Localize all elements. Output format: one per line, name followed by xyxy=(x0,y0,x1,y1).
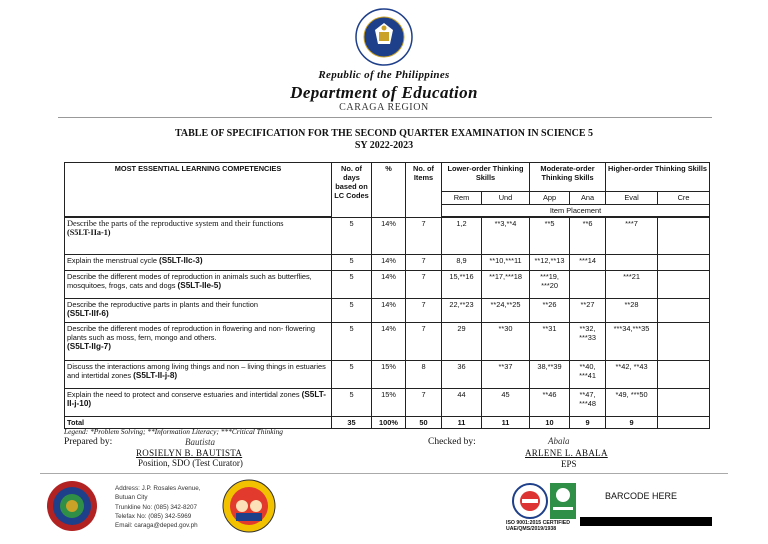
header-ana: Ana xyxy=(570,192,606,205)
cell-rem: 22,**23 xyxy=(442,299,482,323)
cell-days: 5 xyxy=(332,389,372,417)
cell-ana: **47, ***48 xyxy=(570,389,606,417)
cell-app: 38,**39 xyxy=(530,361,570,389)
address-line: Butuan City xyxy=(115,494,148,502)
header-percent: % xyxy=(372,163,406,218)
cell-days: 5 xyxy=(332,299,372,323)
cell-items: 7 xyxy=(406,271,442,299)
table-row xyxy=(65,323,710,361)
cell-items: 7 xyxy=(406,389,442,417)
cell-percent: 14% xyxy=(372,255,406,271)
cell-app: ***19, ***20 xyxy=(530,271,570,299)
total-und: 11 xyxy=(482,417,530,429)
total-percent: 100% xyxy=(372,417,406,429)
cell-cre xyxy=(658,218,710,255)
header-eval: Eval xyxy=(606,192,658,205)
cell-rem: 1,2 xyxy=(442,218,482,255)
header-cre: Cre xyxy=(658,192,710,205)
header-app: App xyxy=(530,192,570,205)
cell-ana: **27 xyxy=(570,299,606,323)
competency-code: (S5LT-IIe-5) xyxy=(177,281,222,290)
cell-ana: **32, ***33 xyxy=(570,323,606,361)
certification-text xyxy=(506,520,570,532)
cell-cre xyxy=(658,255,710,271)
department-title: Department of Education xyxy=(290,83,478,102)
cell-rem: 8,9 xyxy=(442,255,482,271)
cert-code: UAE/QMS/2019/1938 xyxy=(506,526,557,532)
header-divider xyxy=(58,117,712,118)
header-items: No. of Items xyxy=(406,163,442,218)
cell-percent: 14% xyxy=(372,218,406,255)
cert-standard: ISO 9001:2015 CERTIFIED xyxy=(506,520,571,526)
competency-code: (S5LT-II-j-8) xyxy=(133,371,178,380)
cell-rem: 44 xyxy=(442,389,482,417)
table-row xyxy=(65,361,710,389)
cell-items: 7 xyxy=(406,323,442,361)
cell-cre xyxy=(658,271,710,299)
competency-code: (S5LT-IIc-3) xyxy=(159,256,203,265)
cell-ana xyxy=(570,271,606,299)
cell-ana: **40, ***41 xyxy=(570,361,606,389)
cell-eval: ***34,***35 xyxy=(606,323,658,361)
total-rem: 11 xyxy=(442,417,482,429)
cell-ana: **6 xyxy=(570,218,606,255)
cell-cre xyxy=(658,299,710,323)
cell-items: 7 xyxy=(406,218,442,255)
cell-eval xyxy=(606,255,658,271)
total-eval: 9 xyxy=(606,417,658,429)
cell-app: **31 xyxy=(530,323,570,361)
cell-cre xyxy=(658,389,710,417)
cell-app: **5 xyxy=(530,218,570,255)
table-row xyxy=(65,255,710,271)
table-row xyxy=(65,271,710,299)
total-label: Total xyxy=(65,417,332,429)
competency-text: Explain the need to protect and conserve estuaries and intertidal zones xyxy=(67,390,300,399)
cell-cre xyxy=(658,323,710,361)
header-higher: Higher-order Thinking Skills xyxy=(606,163,710,192)
header-und: Und xyxy=(482,192,530,205)
tos-table xyxy=(64,162,710,429)
prepared-by-label: Prepared by: xyxy=(64,437,113,447)
competency-code: (S5LT-IIa-1) xyxy=(67,228,111,237)
header-melc: MOST ESSENTIAL LEARNING COMPETENCIES xyxy=(65,163,332,217)
header-days: No. of days based on LC Codes xyxy=(332,163,372,218)
cell-rem: 29 xyxy=(442,323,482,361)
deped-seal-logo xyxy=(355,8,413,66)
barcode-bar xyxy=(580,517,712,526)
cell-eval: **28 xyxy=(606,299,658,323)
cell-app: **46 xyxy=(530,389,570,417)
cell-percent: 14% xyxy=(372,271,406,299)
competency-text: Explain the menstrual cycle xyxy=(67,256,157,265)
table-row xyxy=(65,389,710,417)
cell-eval: *49, ***50 xyxy=(606,389,658,417)
competency-code: (S5LT-IIg-7) xyxy=(67,342,111,351)
checker-position: EPS xyxy=(561,459,577,469)
competency-code: (S5LT-II-j-10) xyxy=(67,390,327,408)
address-line: Email: caraga@deped.gov.ph xyxy=(115,522,198,530)
total-cre xyxy=(658,417,710,429)
document-title: TABLE OF SPECIFICATION FOR THE SECOND QUARTER EXAMINATION IN SCIENCE 5 xyxy=(174,128,594,139)
cell-und: **30 xyxy=(482,323,530,361)
competency-code: (S5LT-IIf-6) xyxy=(67,309,109,318)
header-rem: Rem xyxy=(442,192,482,205)
cell-percent: 15% xyxy=(372,361,406,389)
header-lower: Lower-order Thinking Skills xyxy=(442,163,530,192)
cell-eval: ***7 xyxy=(606,218,658,255)
caraga-region-logo xyxy=(46,480,98,532)
cell-ana: ***14 xyxy=(570,255,606,271)
competency-text: Describe the different modes of reproduction in animals such as butterflies, mosquitoes, frogs, cats and dogs xyxy=(67,272,312,290)
total-ana: 9 xyxy=(570,417,606,429)
legend: Legend: *Problem Solving; **Information Literacy; ***Critical Thinking xyxy=(64,427,283,436)
checked-by-label: Checked by: xyxy=(428,437,476,447)
cell-percent: 14% xyxy=(372,323,406,361)
cell-eval: ***21 xyxy=(606,271,658,299)
header-moderate: Moderate-order Thinking Skills xyxy=(530,163,606,192)
cell-und: **17,***18 xyxy=(482,271,530,299)
cell-days: 5 xyxy=(332,218,372,255)
cell-app: **26 xyxy=(530,299,570,323)
cell-und: **10,***11 xyxy=(482,255,530,271)
cell-items: 8 xyxy=(406,361,442,389)
school-year: SY 2022-2023 xyxy=(354,140,414,151)
cell-und: **24,**25 xyxy=(482,299,530,323)
table-row xyxy=(65,218,710,255)
cell-cre xyxy=(658,361,710,389)
barcode-label: BARCODE HERE xyxy=(605,491,678,501)
iso-certification-logo xyxy=(512,483,548,519)
cell-items: 7 xyxy=(406,299,442,323)
cell-und: **3,**4 xyxy=(482,218,530,255)
address-block xyxy=(115,484,201,530)
cell-items: 7 xyxy=(406,255,442,271)
cell-days: 5 xyxy=(332,255,372,271)
cell-eval: **42, **43 xyxy=(606,361,658,389)
cell-percent: 14% xyxy=(372,299,406,323)
competency-text: Describe the reproductive parts in plants and their function xyxy=(67,300,259,309)
competency-text: Describe the parts of the reproductive system and their functions xyxy=(67,219,284,228)
address-line: Address: J.P. Rosales Avenue, xyxy=(115,485,201,492)
address-line: Telefax No: (085) 342-5969 xyxy=(115,512,192,520)
preparer-position: Position, SDO (Test Curator) xyxy=(138,458,243,468)
total-app: 10 xyxy=(530,417,570,429)
cell-days: 5 xyxy=(332,271,372,299)
total-days: 35 xyxy=(332,417,372,429)
address-line: Trunkline No: (085) 342-8207 xyxy=(115,503,198,511)
total-items: 50 xyxy=(406,417,442,429)
region-text: CARAGA REGION xyxy=(339,102,429,113)
cell-app: **12,**13 xyxy=(530,255,570,271)
cell-und: 45 xyxy=(482,389,530,417)
competency-text: Discuss the interactions among living things and non – living things in estuaries and intertidal zones xyxy=(67,362,326,380)
header-item-placement: Item Placement xyxy=(442,205,710,217)
cell-und: **37 xyxy=(482,361,530,389)
cell-days: 5 xyxy=(332,323,372,361)
checker-name: ARLENE L. ABALA xyxy=(525,448,608,458)
table-row xyxy=(65,299,710,323)
prepared-signature: Bautista xyxy=(185,437,216,447)
cell-days: 5 xyxy=(332,361,372,389)
cell-rem: 15,**16 xyxy=(442,271,482,299)
ias-accreditation-logo xyxy=(550,483,576,519)
cell-rem: 36 xyxy=(442,361,482,389)
republic-text: Republic of the Philippines xyxy=(318,69,450,81)
preparer-name: ROSIELYN B. BAUTISTA xyxy=(136,448,243,458)
checker-signature: Abala xyxy=(548,436,570,446)
footer-divider xyxy=(40,473,728,474)
school-mascot-logo xyxy=(222,479,276,533)
cell-percent: 15% xyxy=(372,389,406,417)
competency-text: Describe the different modes of reproduction in flowering and non- flowering plants such as moss, fern, mongo and others. xyxy=(67,324,316,342)
